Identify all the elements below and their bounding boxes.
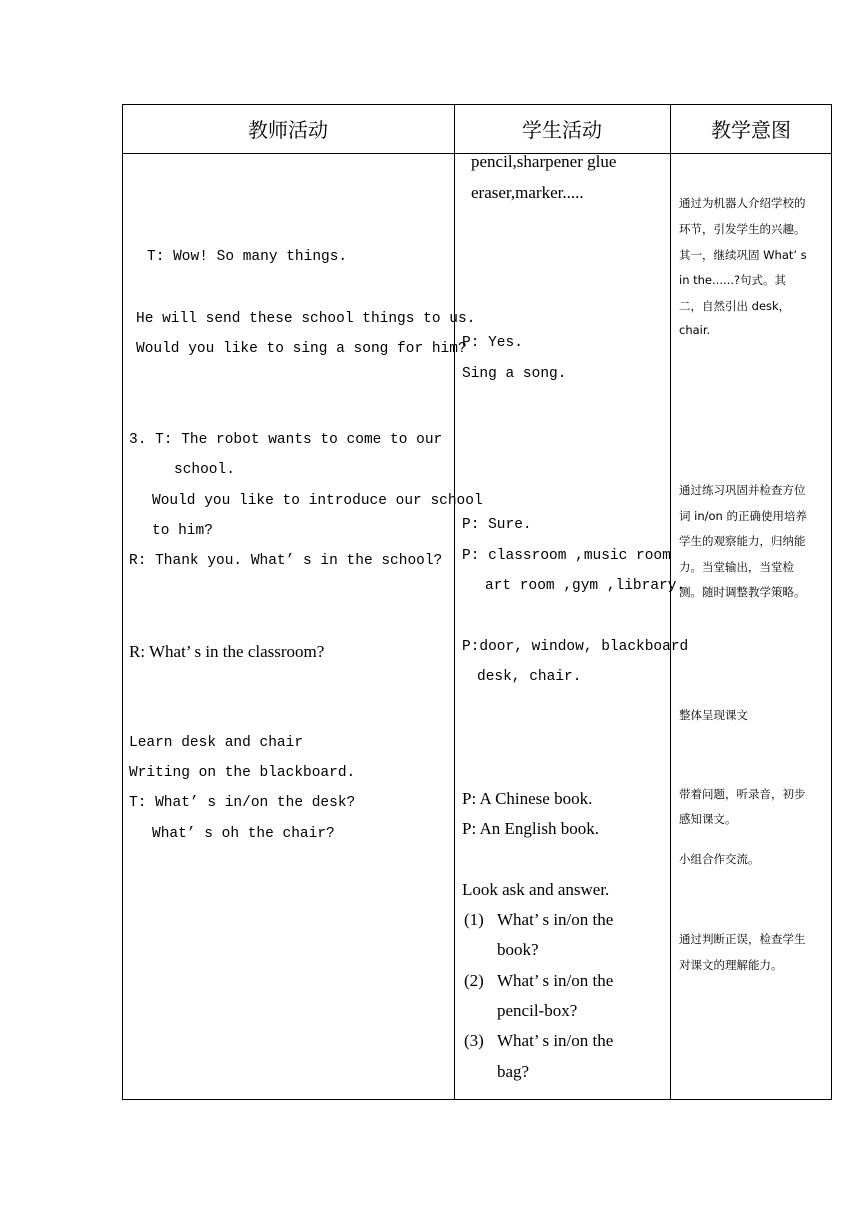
question-number: (1) bbox=[464, 910, 484, 929]
question-text: bag? bbox=[497, 1062, 530, 1081]
intent-line: 二，自然引出 desk， bbox=[679, 299, 791, 313]
student-line: P: An English book. bbox=[462, 819, 599, 838]
intent-line: 学生的观察能力，归纳能 bbox=[679, 534, 806, 548]
student-line: desk, chair. bbox=[477, 669, 582, 685]
teacher-line: R: Thank you. What’ s in the school? bbox=[129, 553, 443, 569]
intent-line: 整体呈现课文 bbox=[679, 708, 748, 722]
intent-line: 带着问题，听录音，初步 bbox=[679, 787, 806, 801]
teacher-line: He will send these school things to us. bbox=[136, 311, 476, 327]
intent-line: 通过判断正误，检查学生 bbox=[679, 932, 806, 946]
intent-line: 力。当堂输出，当堂检 bbox=[679, 560, 794, 574]
student-line: P: A Chinese book. bbox=[462, 789, 593, 808]
student-line: art room ,gym ,library. bbox=[485, 578, 686, 594]
student-line: P: classroom ,music room bbox=[462, 548, 671, 564]
question-text: What’ s in/on the bbox=[497, 1031, 614, 1050]
teacher-line: 3. T: The robot wants to come to our bbox=[129, 432, 443, 448]
intent-line: chair. bbox=[679, 323, 711, 337]
teacher-line: T: Wow! So many things. bbox=[147, 249, 348, 265]
question-number: (3) bbox=[464, 1031, 484, 1050]
student-line: pencil,sharpener glue bbox=[471, 152, 617, 171]
header-teacher-activity: 教师活动 bbox=[248, 118, 328, 142]
intent-line: 对课文的理解能力。 bbox=[679, 958, 783, 972]
question-text: book? bbox=[497, 940, 539, 959]
student-line: P: Yes. bbox=[462, 335, 523, 351]
intent-line: 感知课文。 bbox=[679, 812, 737, 826]
teacher-line: school. bbox=[174, 462, 235, 478]
intent-line: 其一，继续巩固 What’ s bbox=[679, 248, 807, 262]
teacher-line: Writing on the blackboard. bbox=[129, 765, 356, 781]
student-line: P:door, window, blackboard bbox=[462, 639, 689, 655]
intent-line: 小组合作交流。 bbox=[679, 852, 760, 866]
question-text: What’ s in/on the bbox=[497, 910, 614, 929]
header-student-activity: 学生活动 bbox=[522, 118, 602, 142]
intent-line: in the......?句式。其 bbox=[679, 273, 787, 287]
intent-line: 环节，引发学生的兴趣。 bbox=[679, 222, 806, 236]
header-teaching-intent: 教学意图 bbox=[711, 118, 791, 142]
question-text: What’ s in/on the bbox=[497, 971, 614, 990]
lesson-plan-table bbox=[122, 104, 832, 1100]
intent-line: 通过练习巩固并检查方位 bbox=[679, 483, 806, 497]
intent-line: 测。随时调整教学策略。 bbox=[679, 585, 806, 599]
student-line: P: Sure. bbox=[462, 517, 532, 533]
teacher-line: to him? bbox=[152, 523, 213, 539]
teacher-line: Would you like to sing a song for him? bbox=[136, 341, 467, 357]
question-text: pencil-box? bbox=[497, 1001, 578, 1020]
student-line: Sing a song. bbox=[462, 366, 567, 382]
teacher-line: R: What’ s in the classroom? bbox=[129, 642, 325, 661]
teacher-line: Would you like to introduce our school bbox=[152, 493, 483, 509]
intent-line: 通过为机器人介绍学校的 bbox=[679, 196, 806, 210]
student-line: Look ask and answer. bbox=[462, 880, 610, 899]
intent-line: 词 in/on 的正确使用培养 bbox=[679, 509, 807, 523]
column-divider-2 bbox=[670, 104, 671, 1100]
teacher-line: What’ s oh the chair? bbox=[152, 826, 335, 842]
teacher-line: Learn desk and chair bbox=[129, 735, 304, 751]
student-line: eraser,marker..... bbox=[471, 183, 584, 202]
column-divider-1 bbox=[454, 104, 455, 1100]
teacher-line: T: What’ s in/on the desk? bbox=[129, 795, 356, 811]
question-number: (2) bbox=[464, 971, 484, 990]
